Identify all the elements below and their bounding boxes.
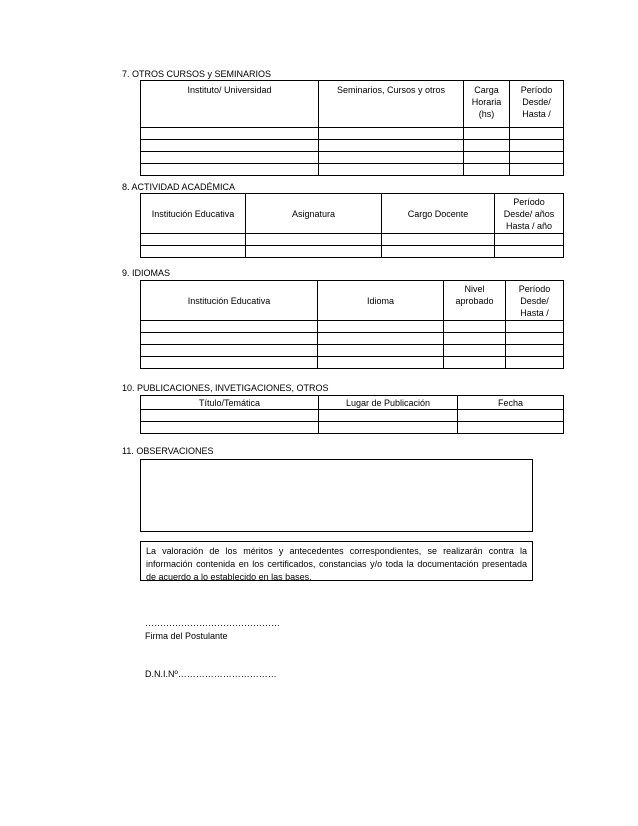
col-header-title: Título/Temática <box>141 396 319 410</box>
col-header-seminars: Seminarios, Cursos y otros <box>319 81 464 128</box>
col-header-period: Período Desde/ Hasta / <box>506 281 564 321</box>
col-header-institution: Institución Educativa <box>141 281 318 321</box>
languages-table <box>140 280 564 369</box>
academic-table <box>140 193 564 258</box>
courses-table <box>140 80 564 176</box>
table-row[interactable] <box>141 246 564 258</box>
table-row[interactable] <box>141 333 564 345</box>
col-header-date: Fecha <box>458 396 564 410</box>
col-header-period: Período Desde/ Hasta / <box>510 81 564 128</box>
table-row[interactable] <box>141 345 564 357</box>
signature-line: ……………………………………… <box>145 618 280 628</box>
col-header-level: Nivel aprobado <box>444 281 506 321</box>
observations-field[interactable] <box>140 459 533 532</box>
col-header-place: Lugar de Publicación <box>319 396 458 410</box>
table-row[interactable] <box>141 234 564 246</box>
table-row[interactable] <box>141 410 564 422</box>
section-9-title: 9. IDIOMAS <box>122 268 171 278</box>
section-7-title: 7. OTROS CURSOS y SEMINARIOS <box>122 69 272 79</box>
section-8-title: 8. ACTIVIDAD ACADÉMICA <box>122 182 236 192</box>
col-header-subject: Asignatura <box>246 194 382 234</box>
col-header-language: Idioma <box>318 281 444 321</box>
table-row[interactable] <box>141 357 564 369</box>
signature-label: Firma del Postulante <box>145 631 228 641</box>
section-10-title: 10. PUBLICACIONES, INVETIGACIONES, OTROS <box>122 383 329 393</box>
table-row[interactable] <box>141 321 564 333</box>
table-row[interactable] <box>141 140 564 152</box>
col-header-institution: Instituto/ Universidad <box>141 81 319 128</box>
table-row[interactable] <box>141 152 564 164</box>
col-header-period: Período Desde/ años Hasta / año <box>495 194 564 234</box>
section-11-title: 11. OBSERVACIONES <box>122 446 214 456</box>
table-row[interactable] <box>141 164 564 176</box>
table-row[interactable] <box>141 128 564 140</box>
disclaimer-note: La valoración de los méritos y antecedentes correspondientes, se realizarán contra la información contenida en los certificados, constancias y/o toda la documentación presentada de acuerdo a lo establecido en las bases. <box>140 541 533 581</box>
table-row[interactable] <box>141 422 564 434</box>
col-header-hours: Carga Horaria (hs) <box>464 81 510 128</box>
col-header-position: Cargo Docente <box>382 194 495 234</box>
dni-field[interactable]: D.N.I.Nº…………………………… <box>145 669 277 679</box>
publications-table <box>140 395 564 434</box>
col-header-institution: Institución Educativa <box>141 194 246 234</box>
